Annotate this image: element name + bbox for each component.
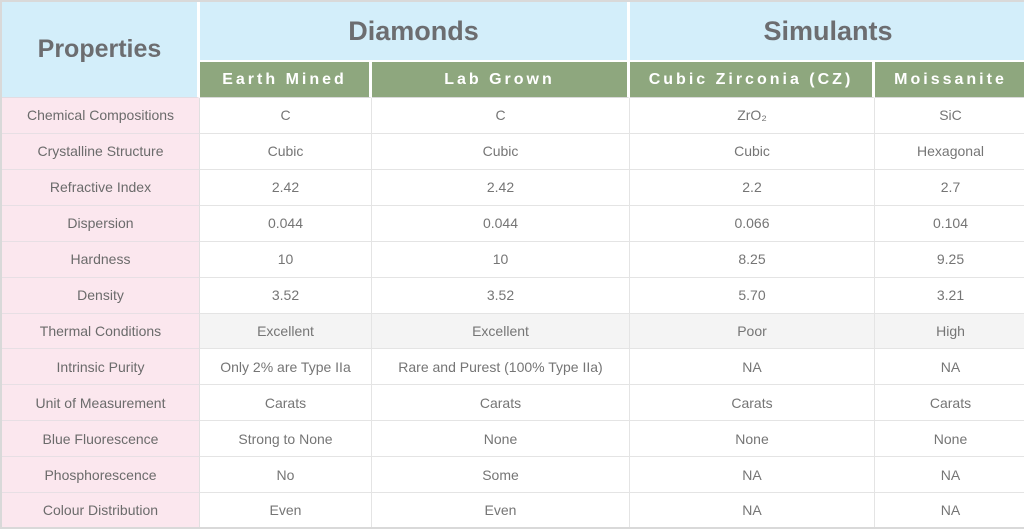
- value-cell: 10: [200, 242, 372, 278]
- property-cell: Unit of Measurement: [2, 385, 200, 421]
- value-cell: 2.2: [630, 170, 875, 206]
- value-cell: Cubic: [372, 134, 630, 170]
- property-cell: Intrinsic Purity: [2, 349, 200, 385]
- value-cell: High: [875, 314, 1024, 350]
- table-row: [2, 385, 1024, 421]
- table-row: [2, 206, 1024, 242]
- column-header-moissanite: Moissanite: [875, 60, 1024, 98]
- value-cell: 0.044: [200, 206, 372, 242]
- value-cell: NA: [875, 349, 1024, 385]
- value-cell: None: [875, 421, 1024, 457]
- table-row: [2, 493, 1024, 527]
- property-cell: Crystalline Structure: [2, 134, 200, 170]
- table-row: [2, 242, 1024, 278]
- value-cell: Carats: [372, 385, 630, 421]
- value-cell: 9.25: [875, 242, 1024, 278]
- property-cell: Phosphorescence: [2, 457, 200, 493]
- value-cell: C: [372, 98, 630, 134]
- table-row: [2, 349, 1024, 385]
- value-cell: Carats: [200, 385, 372, 421]
- value-cell: NA: [630, 457, 875, 493]
- value-cell: 0.044: [372, 206, 630, 242]
- value-cell: 3.21: [875, 278, 1024, 314]
- property-cell: Hardness: [2, 242, 200, 278]
- value-cell: Excellent: [372, 314, 630, 350]
- properties-header: Properties: [2, 2, 200, 98]
- value-cell: Some: [372, 457, 630, 493]
- value-cell: 3.52: [372, 278, 630, 314]
- value-cell: Carats: [875, 385, 1024, 421]
- value-cell: NA: [630, 493, 875, 527]
- table-row: [2, 314, 1024, 350]
- column-header-earth-mined: Earth Mined: [200, 60, 372, 98]
- value-cell: Even: [200, 493, 372, 527]
- value-cell: Cubic: [630, 134, 875, 170]
- value-cell: 2.42: [372, 170, 630, 206]
- value-cell: 10: [372, 242, 630, 278]
- value-cell: NA: [630, 349, 875, 385]
- value-cell: NA: [875, 457, 1024, 493]
- value-cell: 2.42: [200, 170, 372, 206]
- group-header-diamonds: Diamonds: [200, 2, 630, 60]
- value-cell: Even: [372, 493, 630, 527]
- table-row: [2, 278, 1024, 314]
- column-header-lab-grown: Lab Grown: [372, 60, 630, 98]
- group-header-row: [2, 2, 1024, 60]
- group-header-simulants: Simulants: [630, 2, 1024, 60]
- value-cell: None: [372, 421, 630, 457]
- property-cell: Density: [2, 278, 200, 314]
- value-cell: None: [630, 421, 875, 457]
- property-cell: Dispersion: [2, 206, 200, 242]
- property-cell: Chemical Compositions: [2, 98, 200, 134]
- value-cell: Strong to None: [200, 421, 372, 457]
- value-cell: 0.066: [630, 206, 875, 242]
- value-cell: SiC: [875, 98, 1024, 134]
- value-cell: Hexagonal: [875, 134, 1024, 170]
- value-cell: Cubic: [200, 134, 372, 170]
- property-cell: Blue Fluorescence: [2, 421, 200, 457]
- value-cell: 5.70: [630, 278, 875, 314]
- table-row: [2, 98, 1024, 134]
- value-cell: Only 2% are Type IIa: [200, 349, 372, 385]
- value-cell: Excellent: [200, 314, 372, 350]
- value-cell: C: [200, 98, 372, 134]
- value-cell: 8.25: [630, 242, 875, 278]
- column-header-cubic-zirconia: Cubic Zirconia (CZ): [630, 60, 875, 98]
- value-cell: Rare and Purest (100% Type IIa): [372, 349, 630, 385]
- value-cell: No: [200, 457, 372, 493]
- property-cell: Thermal Conditions: [2, 314, 200, 350]
- value-cell: 0.104: [875, 206, 1024, 242]
- value-cell: ZrO₂: [630, 98, 875, 134]
- table-row: [2, 134, 1024, 170]
- value-cell: Poor: [630, 314, 875, 350]
- table-row: [2, 421, 1024, 457]
- value-cell: Carats: [630, 385, 875, 421]
- value-cell: NA: [875, 493, 1024, 527]
- property-cell: Refractive Index: [2, 170, 200, 206]
- property-cell: Colour Distribution: [2, 493, 200, 527]
- value-cell: 3.52: [200, 278, 372, 314]
- table-body: [2, 98, 1024, 527]
- table-row: [2, 170, 1024, 206]
- value-cell: 2.7: [875, 170, 1024, 206]
- table-row: [2, 457, 1024, 493]
